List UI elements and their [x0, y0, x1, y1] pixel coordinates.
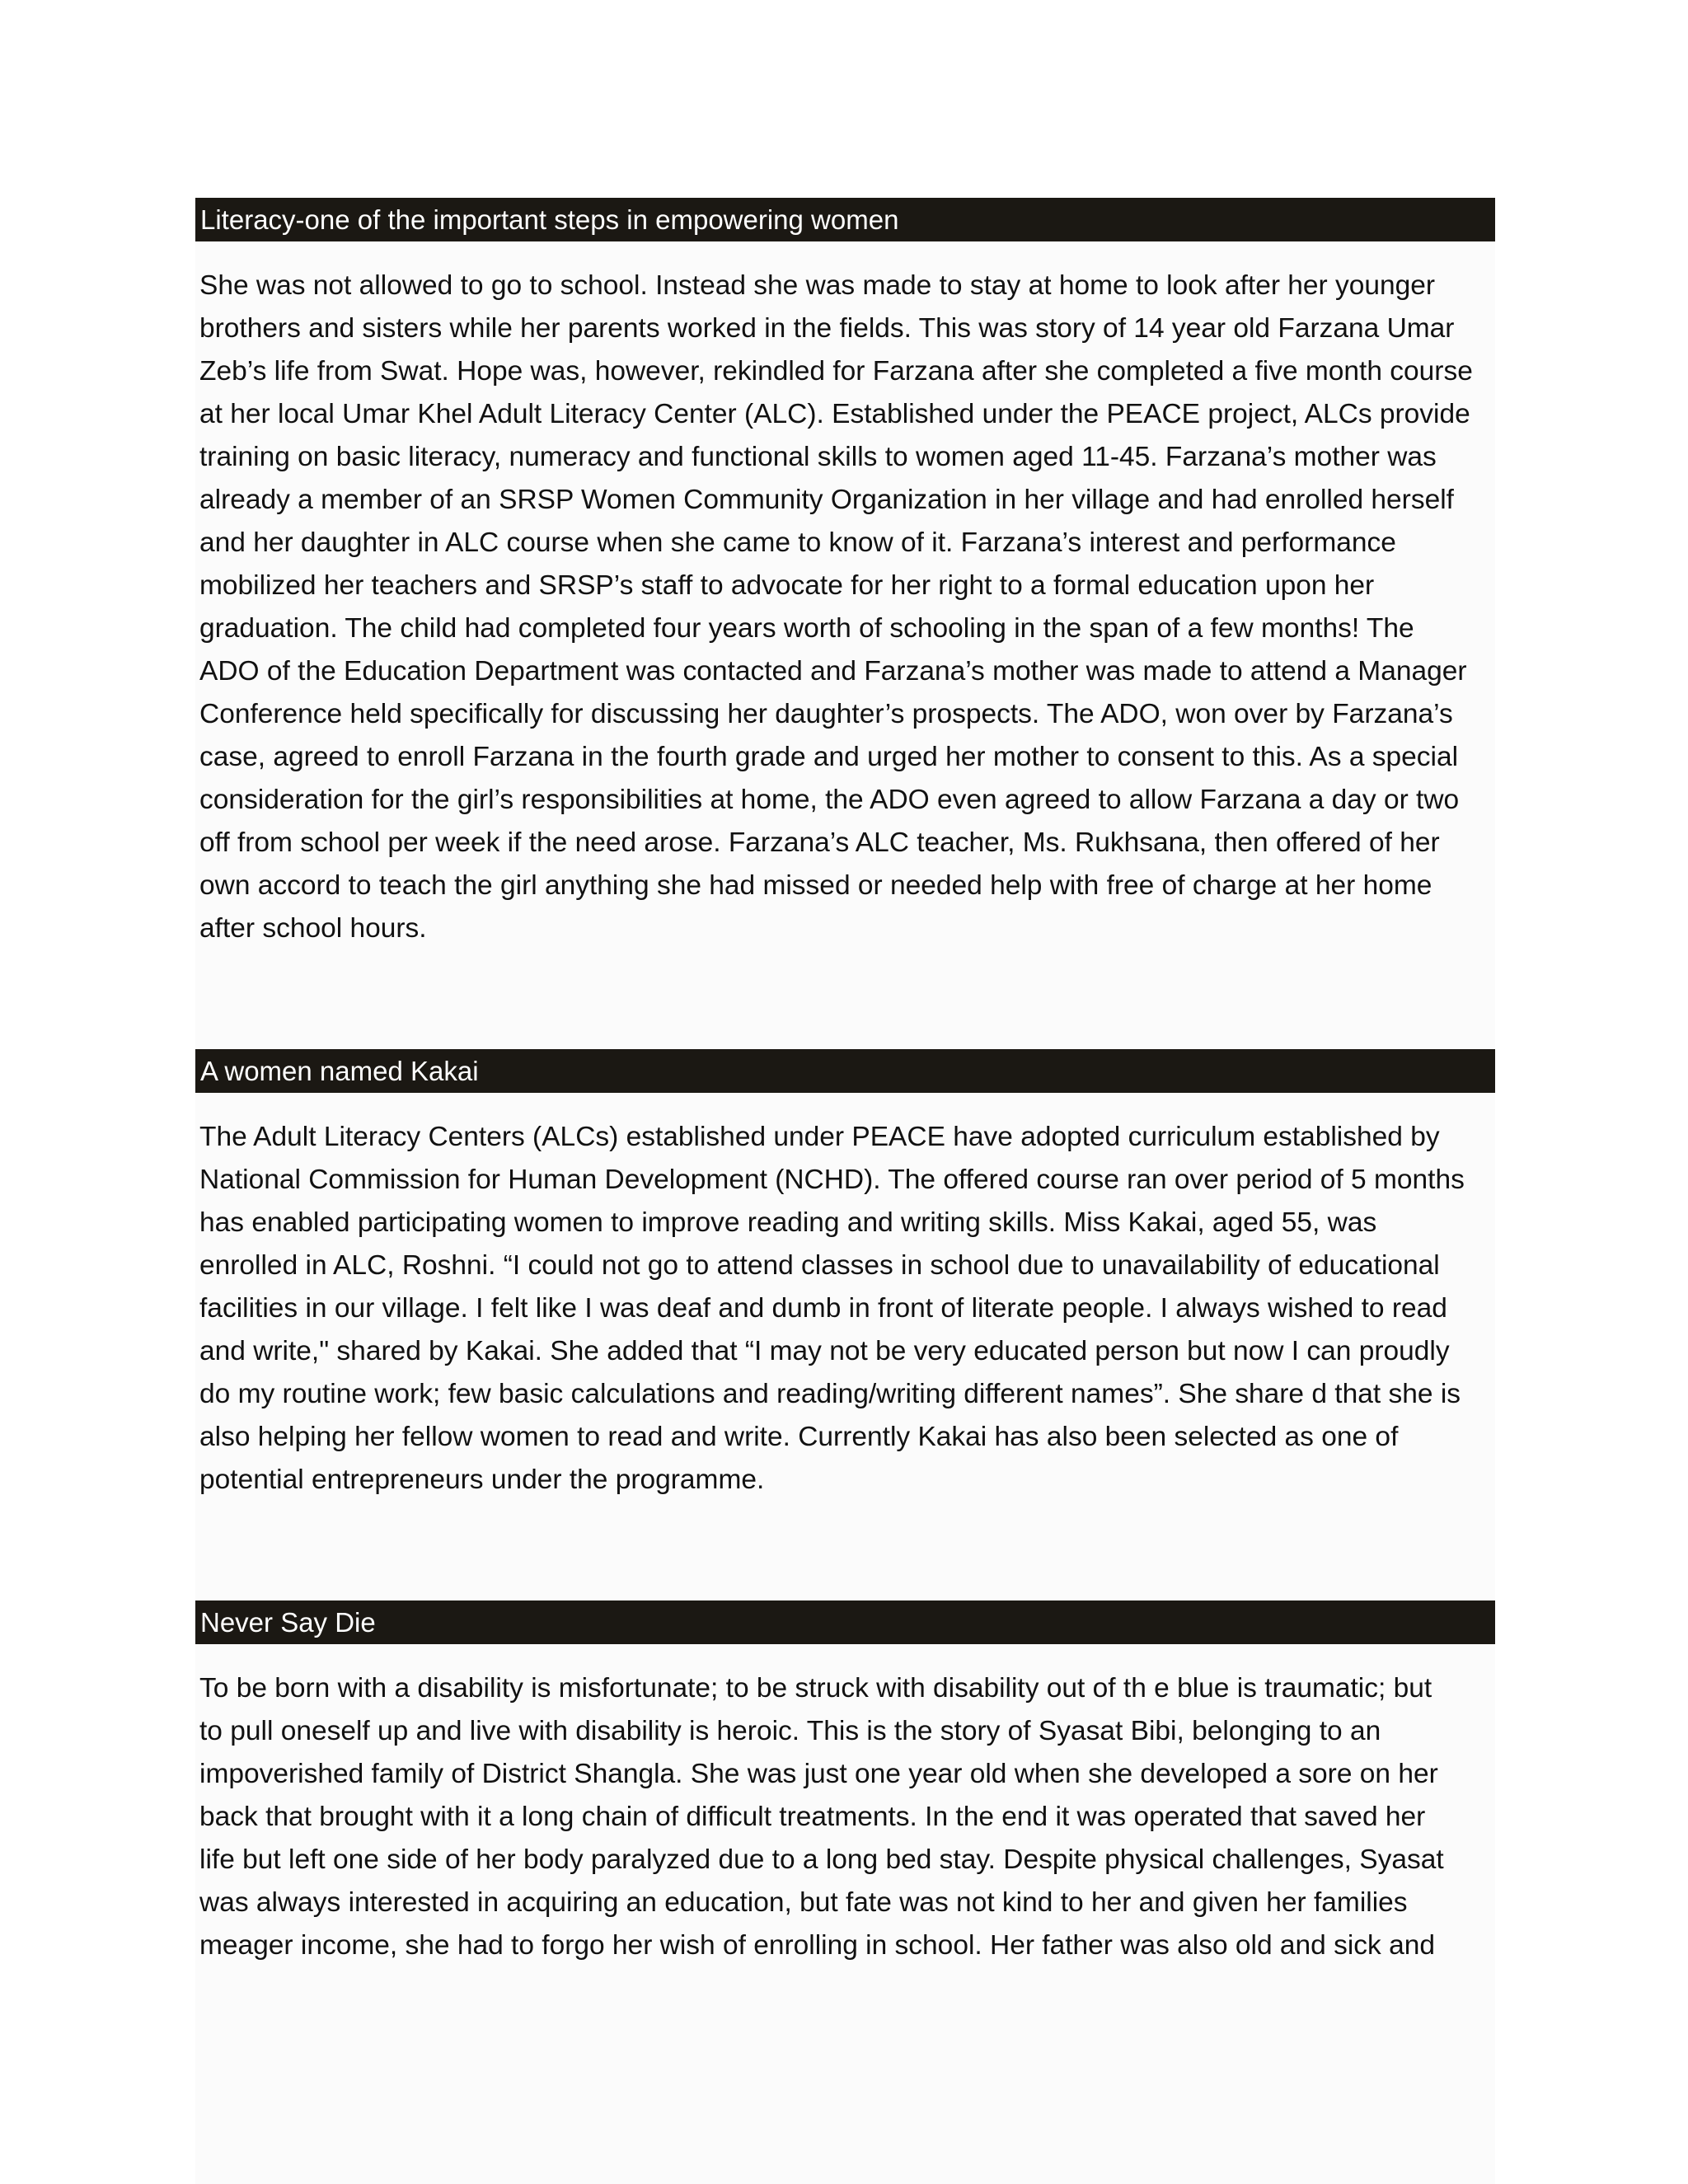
paragraph-line: ADO of the Education Department was contacted and Farzana’s mother was made to attend a Manager: [199, 656, 1467, 687]
paragraph-line: was always interested in acquiring an education, but fate was not kind to her and given her families: [199, 1887, 1408, 1918]
section-body: [195, 1116, 1495, 1502]
paragraph-line: off from school per week if the need arose. Farzana’s ALC teacher, Ms. Rukhsana, then offered of her: [199, 827, 1440, 858]
paragraph-line: to pull oneself up and live with disability is heroic. This is the story of Syasat Bibi, belonging to an: [199, 1716, 1381, 1746]
paragraph-line: case, agreed to enroll Farzana in the fourth grade and urged her mother to consent to this. As a special: [199, 742, 1459, 772]
paragraph-line: graduation. The child had completed four years worth of schooling in the span of a few months! The: [199, 613, 1414, 644]
paragraph-line: do my routine work; few basic calculations and reading/writing different names”. She share d that she is: [199, 1379, 1461, 1409]
paragraph-line: She was not allowed to go to school. Instead she was made to stay at home to look after her younger: [199, 270, 1436, 301]
paragraph-line: mobilized her teachers and SRSP’s staff to advocate for her right to a formal education upon her: [199, 570, 1375, 601]
paragraph-line: To be born with a disability is misfortunate; to be struck with disability out of th e blue is traumatic; but: [199, 1673, 1432, 1704]
paragraph-line: and her daughter in ALC course when she came to know of it. Farzana’s interest and performance: [199, 527, 1396, 558]
paragraph-line: also helping her fellow women to read and write. Currently Kakai has also been selected as one of: [199, 1422, 1399, 1452]
paragraph-line: Conference held specifically for discussing her daughter’s prospects. The ADO, won over by Farzana’s: [199, 699, 1453, 729]
section-body: [195, 1667, 1495, 1967]
section-heading: A women named Kakai: [195, 1049, 1495, 1093]
section-heading: Literacy-one of the important steps in empowering women: [195, 198, 1495, 241]
section-heading: Never Say Die: [195, 1601, 1495, 1644]
section-kakai: [195, 1049, 1495, 1502]
paragraph-line: The Adult Literacy Centers (ALCs) established under PEACE have adopted curriculum established by: [199, 1122, 1440, 1152]
section-body: [195, 265, 1495, 950]
paragraph-line: already a member of an SRSP Women Community Organization in her village and had enrolled herself: [199, 485, 1454, 515]
paragraph-line: has enabled participating women to improve reading and writing skills. Miss Kakai, aged 55, was: [199, 1207, 1377, 1238]
paragraph-line: own accord to teach the girl anything she had missed or needed help with free of charge at her home: [199, 870, 1432, 901]
section-literacy: [195, 198, 1495, 950]
paragraph-line: training on basic literacy, numeracy and functional skills to women aged 11-45. Farzana’s mother was: [199, 442, 1437, 472]
paragraph-line: consideration for the girl’s responsibilities at home, the ADO even agreed to allow Farzana a day or two: [199, 785, 1460, 815]
paragraph-line: back that brought with it a long chain of difficult treatments. In the end it was operated that saved her: [199, 1802, 1426, 1832]
paragraph-line: meager income, she had to forgo her wish of enrolling in school. Her father was also old and sick and: [199, 1930, 1436, 1961]
section-never-say-die: [195, 1601, 1495, 1967]
paragraph-line: and write," shared by Kakai. She added that “I may not be very educated person but now I can proudly: [199, 1336, 1450, 1366]
paragraph-line: enrolled in ALC, Roshni. “I could not go to attend classes in school due to unavailability of educational: [199, 1250, 1440, 1281]
paragraph-line: impoverished family of District Shangla. She was just one year old when she developed a sore on her: [199, 1759, 1438, 1789]
paragraph-line: potential entrepreneurs under the programme.: [199, 1465, 765, 1495]
paragraph-line: facilities in our village. I felt like I was deaf and dumb in front of literate people. I always wished to read: [199, 1293, 1447, 1324]
paragraph-line: brothers and sisters while her parents worked in the fields. This was story of 14 year old Farzana Umar: [199, 313, 1455, 344]
paragraph-line: life but left one side of her body paralyzed due to a long bed stay. Despite physical challenges, Syasat: [199, 1844, 1444, 1875]
paragraph-line: after school hours.: [199, 913, 427, 944]
paragraph-line: at her local Umar Khel Adult Literacy Center (ALC). Established under the PEACE project, ALCs provide: [199, 399, 1470, 429]
paragraph-line: National Commission for Human Development (NCHD). The offered course ran over period of 5 months: [199, 1165, 1465, 1195]
paragraph-line: Zeb’s life from Swat. Hope was, however, rekindled for Farzana after she completed a five month course: [199, 356, 1473, 387]
